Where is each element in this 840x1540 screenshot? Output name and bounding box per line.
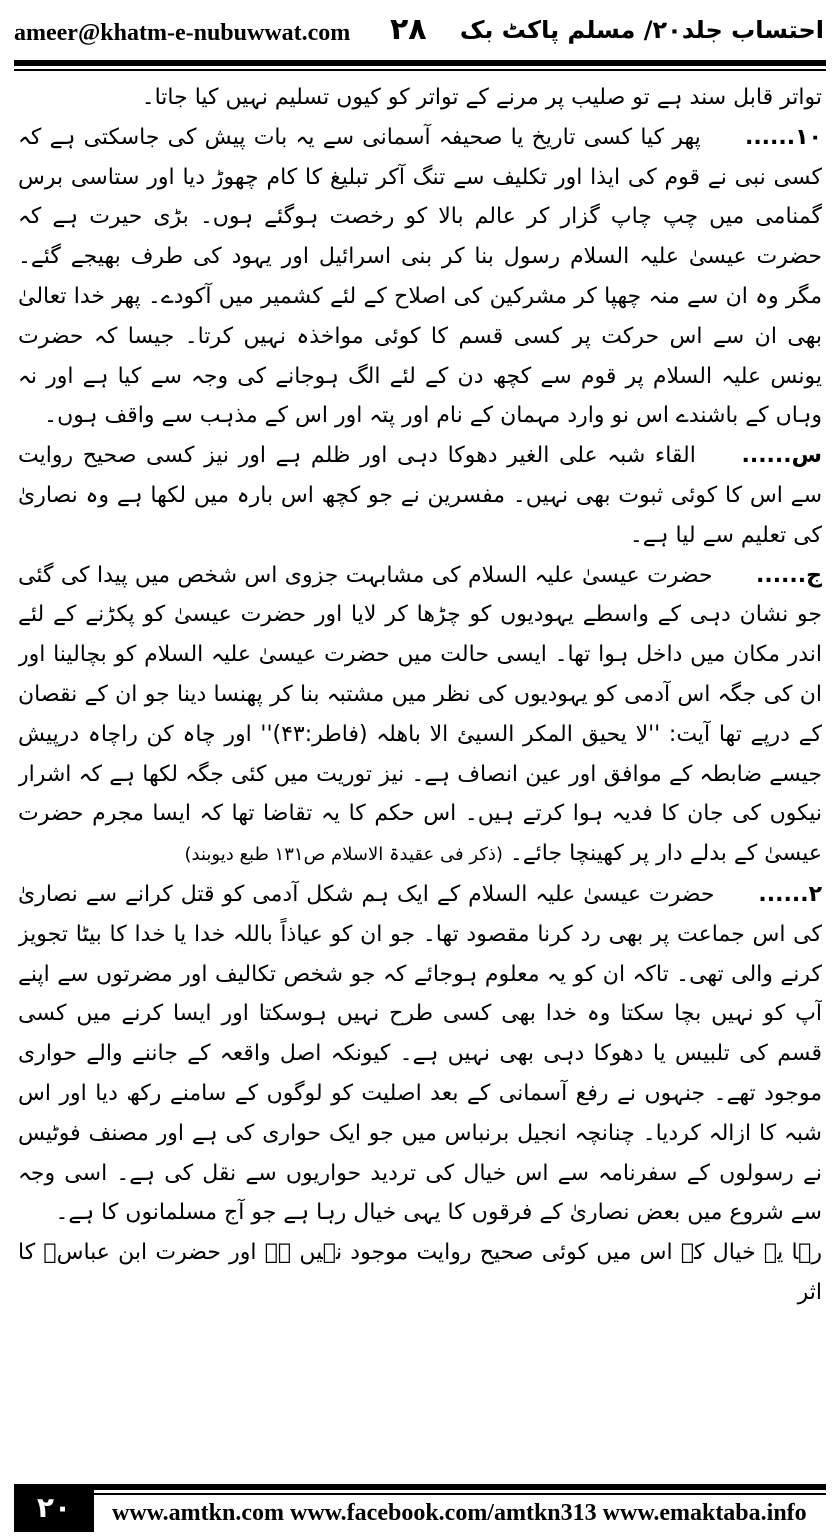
- paragraph-number: ۱۰......: [744, 124, 822, 150]
- paragraph-1: [18, 78, 822, 118]
- paragraph-2: [18, 118, 822, 436]
- paragraph-number: ۲......: [758, 881, 822, 907]
- header-book-title: احتساب جلد۲۰/ مسلم پاکٹ بک: [459, 16, 824, 44]
- footer-links: www.amtkn.com www.facebook.com/amtkn313 www.emaktaba.info: [112, 1500, 807, 1526]
- page-header: [0, 0, 840, 60]
- footer-rule-thin: [94, 1493, 826, 1495]
- paragraph-number: س......: [741, 443, 822, 469]
- paragraph-text: تواتر قابل سند ہے تو صلیب پر مرنے کے تواتر کو کیوں تسلیم نہیں کیا جاتا۔: [141, 85, 822, 110]
- header-rule-thick: [14, 60, 826, 66]
- header-rule-thin: [14, 69, 826, 71]
- paragraph-text: حضرت عیسیٰ علیہ السلام کے ایک ہم شکل آدمی کو قتل کرانے سے نصاریٰ کی اس جماعت پر بھی رد کرنا مقصود تھا۔ جو ان کو عیاذاً باللہ خدا یا خدا کا بیٹا تجویز کرنے والی تھی۔ تاکہ ان کو یہ معلوم ہوجائے کہ جو شخص تکالیف اور مضرتوں سے اپنے آپ کو نہیں بچا سکتا وہ خدا بھی کسی طرح نہیں ہوسکتا اور ایسا کرنے میں کسی قسم کی تلبیس یا دھوکا دہی بھی نہیں ہے۔ کیونکہ اصل واقعہ کے جاننے والے حواری موجود تھے۔ جنہوں نے رفع آسمانی کے بعد اصلیت کو لوگوں کے سامنے رکھ دیا اور اس شبہ کا ازالہ کردیا۔ چنانچہ انجیل برنباس میں جو ایک حواری کی ہے اور مصنف فوٹیس نے رسولوں کے سفرنامہ سے اس خیال کی تردید حواریوں سے نقل کی ہے۔ اسی وجہ سے شروع میں بعض نصاریٰ کے فرقوں کا یہی خیال رہا ہے جو آج مسلمانوں کا ہے۔: [18, 881, 822, 1226]
- paragraph-4: [18, 556, 822, 875]
- paragraph-5: [18, 875, 822, 1233]
- paragraph-3: [18, 436, 822, 555]
- paragraph-text: پھر کیا کسی تاریخ یا صحیفہ آسمانی سے یہ بات پیش کی جاسکتی ہے کہ کسی نبی نے قوم کی ایذا اور تکلیف سے تنگ آکر تبلیغ کا کام چھوڑ دیا اور ستاسی برس گمنامی میں چپ چاپ گزار کر عالم بالا کو رخصت ہوگئے ہوں۔ بڑی حیرت ہے کہ حضرت عیسیٰ علیہ السلام رسول بنا کر بنی اسرائیل اور یہود کی طرف بھیجے گئے۔ مگر وہ ان سے منہ چھپا کر مشرکین کی اصلاح کے لئے کشمیر میں آکودے۔ پھر خدا تعالیٰ بھی ان سے اس حرکت پر کسی قسم کا کوئی مواخذہ نہیں کرتا۔ جیسا کہ حضرت یونس علیہ السلام پر قوم سے کچھ دن کے لئے الگ ہوجانے کی وجہ سے کیا ہے اور نہ وہاں کے باشندے اس نو وارد مہمان کے نام اور پتہ اور اس کے مذہب سے واقف ہوں۔: [18, 124, 822, 429]
- footer-rule-thick: [94, 1484, 826, 1490]
- citation-reference: (ذکر فی عقیدۃ الاسلام ص۱۳۱ طبع دیوبند): [184, 844, 503, 866]
- paragraph-text: حضرت عیسیٰ علیہ السلام کی مشابہت جزوی اس شخص میں پیدا کی گئی جو نشان دہی کے واسطے یہودیوں کو چڑھا کر لایا اور حضرت عیسیٰ کو پکڑنے کے لئے اندر مکان میں داخل ہوا تھا۔ ایسی حالت میں حضرت عیسیٰ علیہ السلام کو بچالینا اور ان کی جگہ اس آدمی کو یہودیوں کی نظر میں مشتبہ بنا کر پھنسا دینا جو ان کے نقصان کے درپے تھا آیت: ''لا یحیق المکر السیئ الا باھلہ (فاطر:۴۳)'' اور چاہ کن راچاہ درپیش جیسے ضابطہ کے موافق اور عین انصاف ہے۔ نیز توریت میں کئی جگہ لکھا ہے کہ اشرار نیکوں کی جان کا فدیہ ہوا کرتے ہیں۔ اس حکم کا یہ تقاضا تھا کہ ایسا مجرم حضرت عیسیٰ کے بدلے دار پر کھینچا جائے۔: [18, 562, 822, 867]
- paragraph-6: [18, 1233, 822, 1313]
- paragraph-text: القاء شبہ علی الغیر دھوکا دہی اور ظلم ہے اور نیز کسی صحیح روایت سے اس کا کوئی ثبوت بھی نہیں۔ مفسرین نے جو کچھ اس بارہ میں لکھا ہے وہ نصاریٰ کی تعلیم سے لیا ہے۔: [18, 443, 822, 548]
- page-footer: [14, 1484, 826, 1532]
- paragraph-number: ج......: [755, 562, 822, 588]
- header-email: ameer@khatm-e-nubuwwat.com: [14, 20, 351, 46]
- header-page-number: ۲۸: [390, 12, 427, 47]
- page-body: [18, 78, 822, 1473]
- paragraph-text: رہا یہ خیال کہ اس میں کوئی صحیح روایت موجود نہیں ہے اور حضرت ابن عباسؓ کا اثر: [18, 1240, 822, 1305]
- footer-page-number: ۲۰: [14, 1484, 94, 1532]
